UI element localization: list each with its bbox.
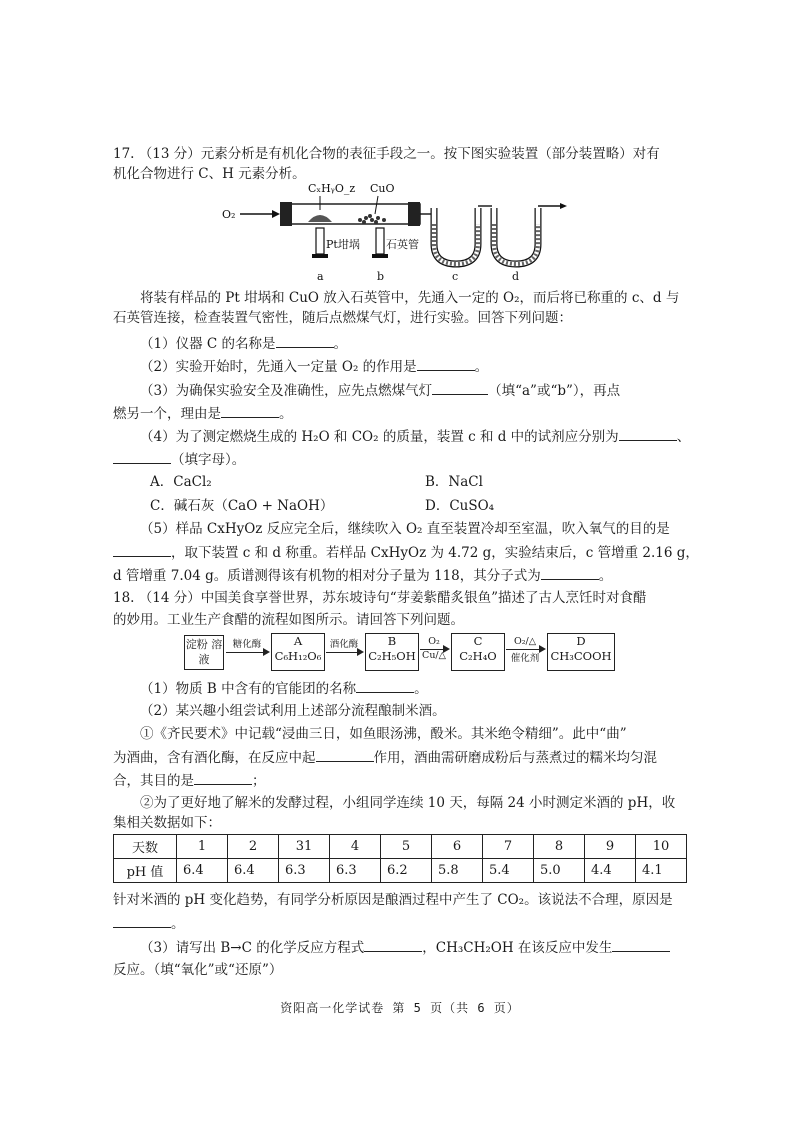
q18-part3-line1: （3）请写出 B→C 的化学反应方程式 ，CH₃CH₂OH 在该反应中发生: [140, 937, 670, 958]
flow-start-box: 淀粉 溶液: [184, 635, 224, 670]
option-a[interactable]: A．CaCl₂: [150, 474, 212, 490]
table-cell: 6: [432, 835, 483, 859]
label-d: d: [512, 270, 520, 283]
flow-box-b: B C₂H₅OH: [365, 633, 419, 671]
tube-label: 石英管: [386, 238, 419, 251]
tube-stopper-left: [280, 202, 292, 226]
answer-blank[interactable]: [356, 678, 414, 693]
table-cell: 5: [381, 835, 432, 859]
answer-blank[interactable]: [113, 542, 171, 557]
table-cell: 5.8: [432, 859, 483, 883]
page-footer: 资阳高一化学试卷 第 5 页（共 6 页）: [280, 1001, 520, 1015]
answer-blank[interactable]: [276, 333, 334, 348]
q17-part5-line2: ，取下装置 c 和 d 称重。若样品 CxHyOz 为 4.72 g，实验结束后，c 管增重 2.16 g，: [113, 542, 699, 563]
table-cell: 4.4: [585, 859, 636, 883]
option-c[interactable]: C．碱石灰（CaO + NaOH）: [150, 498, 334, 514]
q17-part4-line2: （填字母）。: [113, 449, 245, 470]
answer-blank[interactable]: [417, 356, 475, 371]
ph-data-table: [113, 834, 687, 883]
q18-part1: （1）物质 B 中含有的官能团的名称 。: [140, 678, 428, 699]
tube-stopper-right: [408, 202, 420, 226]
answer-blank[interactable]: [221, 403, 279, 418]
option-b[interactable]: B．NaCl: [425, 474, 483, 490]
crucible-label: Pt坩埚: [326, 238, 360, 251]
answer-blank[interactable]: [316, 747, 374, 762]
table-cell: 4: [330, 835, 381, 859]
option-d[interactable]: D．CuSO₄: [425, 498, 495, 514]
q18-c1-line1: ①《齐民要术》中记载“浸曲三日，如鱼眼汤沸，酘米。其米绝令精细”。此中“曲”: [140, 726, 627, 742]
label-a: a: [317, 270, 324, 283]
q17-intro-line2: 机化合物进行 C、H 元素分析。: [113, 166, 306, 182]
q17-part2: （2）实验开始时，先通入一定量 O₂ 的作用是 。: [140, 356, 488, 377]
table-cell: 5.0: [534, 859, 585, 883]
table-cell: 10: [636, 835, 687, 859]
quartz-tube: [282, 204, 420, 224]
q18-c2-line1: ②为了更好地了解米的发酵过程，小组同学连续 10 天，每隔 24 小时测定米酒的 pH，收: [140, 795, 676, 811]
table-cell: 6.4: [228, 859, 279, 883]
q17-part4-line1: （4）为了测定燃烧生成的 H₂O 和 CO₂ 的质量，装置 c 和 d 中的试剂应分别为 、: [140, 426, 690, 447]
flow-box-d: D CH₃COOH: [547, 633, 615, 671]
cuo-label: CuO: [370, 182, 395, 195]
table-cell: 1: [177, 835, 228, 859]
table-row-days: [114, 835, 687, 859]
q18-part2: （2）某兴趣小组尝试利用上述部分流程酿制米酒。: [140, 703, 446, 719]
u-tube-d: [494, 208, 538, 264]
table-cell: 31: [279, 835, 330, 859]
table-cell: 6.2: [381, 859, 432, 883]
answer-blank[interactable]: [541, 565, 599, 580]
table-cell: 5.4: [483, 859, 534, 883]
answer-blank[interactable]: [619, 426, 677, 441]
flow-arrow-4: O₂/△ 催化剂: [506, 636, 544, 664]
q17-part1: （1）仪器 C 的名称是 。: [140, 333, 347, 354]
q18-c3-line1: 针对米酒的 pH 变化趋势，有同学分析原因是酿酒过程中产生了 CO₂。该说法不合理，原因是: [113, 892, 673, 908]
table-cell: 4.1: [636, 859, 687, 883]
flow-arrow-2: 酒化酶: [326, 636, 362, 653]
label-c: c: [452, 270, 459, 283]
o2-inlet-label: O₂: [222, 208, 236, 221]
label-b: b: [377, 270, 385, 283]
q18-c2-line2: 集相关数据如下：: [113, 815, 221, 831]
q17-desc-line2: 石英管连接，检查装置气密性，随后点燃煤气灯，进行实验。回答下列问题：: [113, 310, 572, 326]
flow-arrow-3: O₂ Cu/△: [420, 636, 448, 661]
q17-part3-line2: 燃另一个，理由是 。: [113, 403, 293, 424]
table-head-days: 天数: [114, 835, 177, 859]
table-cell: 9: [585, 835, 636, 859]
answer-blank[interactable]: [113, 913, 171, 928]
burner-b: [376, 228, 384, 254]
u-tube-c: [434, 208, 478, 264]
answer-blank[interactable]: [113, 449, 171, 464]
table-head-ph: pH 值: [114, 859, 177, 883]
sample-label: CₓHᵧO_z: [308, 182, 356, 195]
flow-box-c: C C₂H₄O: [451, 633, 505, 671]
answer-blank[interactable]: [194, 770, 252, 785]
q17-part5-line3: d 管增重 7.04 g。质谱测得该有机物的相对分子量为 118，其分子式为 。: [113, 565, 612, 586]
table-cell: 7: [483, 835, 534, 859]
table-cell: 6.3: [330, 859, 381, 883]
table-cell: 8: [534, 835, 585, 859]
q18-c3-line2: 。: [113, 913, 185, 934]
q17-part3-line1: （3）为确保实验安全及准确性，应先点燃煤气灯 （填“a”或“b”），再点: [140, 380, 620, 401]
burner-a: [316, 228, 324, 254]
table-row-ph: [114, 859, 687, 883]
flow-box-a: A C₆H₁₂O₆: [271, 633, 325, 671]
q18-c1-line3: 合，其目的是 ；: [113, 770, 266, 791]
q18-c1-line2: 为酒曲，含有酒化酶，在反应中起 作用，酒曲需研磨成粉后与蒸煮过的糯米均匀混: [113, 747, 657, 768]
answer-blank[interactable]: [432, 380, 488, 395]
answer-blank[interactable]: [612, 937, 670, 952]
q18-intro-line2: 的妙用。工业生产食醋的流程如图所示。请回答下列问题。: [113, 612, 464, 628]
process-flow: [184, 633, 614, 673]
flow-arrow-1: 糖化酶: [226, 636, 268, 653]
q17-desc-line1: 将装有样品的 Pt 坩埚和 CuO 放入石英管中，先通入一定的 O₂，而后将已称重的 c、d 与: [140, 290, 680, 306]
table-cell: 2: [228, 835, 279, 859]
q17-intro-line1: 17. （13 分）元素分析是有机化合物的表征手段之一。按下图实验装置（部分装置略）对有: [113, 146, 660, 162]
q17-part5-line1: （5）样品 CxHyOz 反应完全后，继续吹入 O₂ 直至装置冷却至室温，吹入氧气的目的是: [140, 521, 670, 537]
q18-part3-line2: 反应。（填“氧化”或“还原”）: [113, 962, 283, 978]
apparatus-diagram: [220, 178, 580, 290]
q18-intro-line1: 18. （14 分）中国美食享誉世界，苏东坡诗句“芽姜紫醋炙银鱼”描述了古人烹饪时对食醋: [113, 590, 647, 606]
answer-blank[interactable]: [364, 937, 422, 952]
table-cell: 6.3: [279, 859, 330, 883]
table-cell: 6.4: [177, 859, 228, 883]
